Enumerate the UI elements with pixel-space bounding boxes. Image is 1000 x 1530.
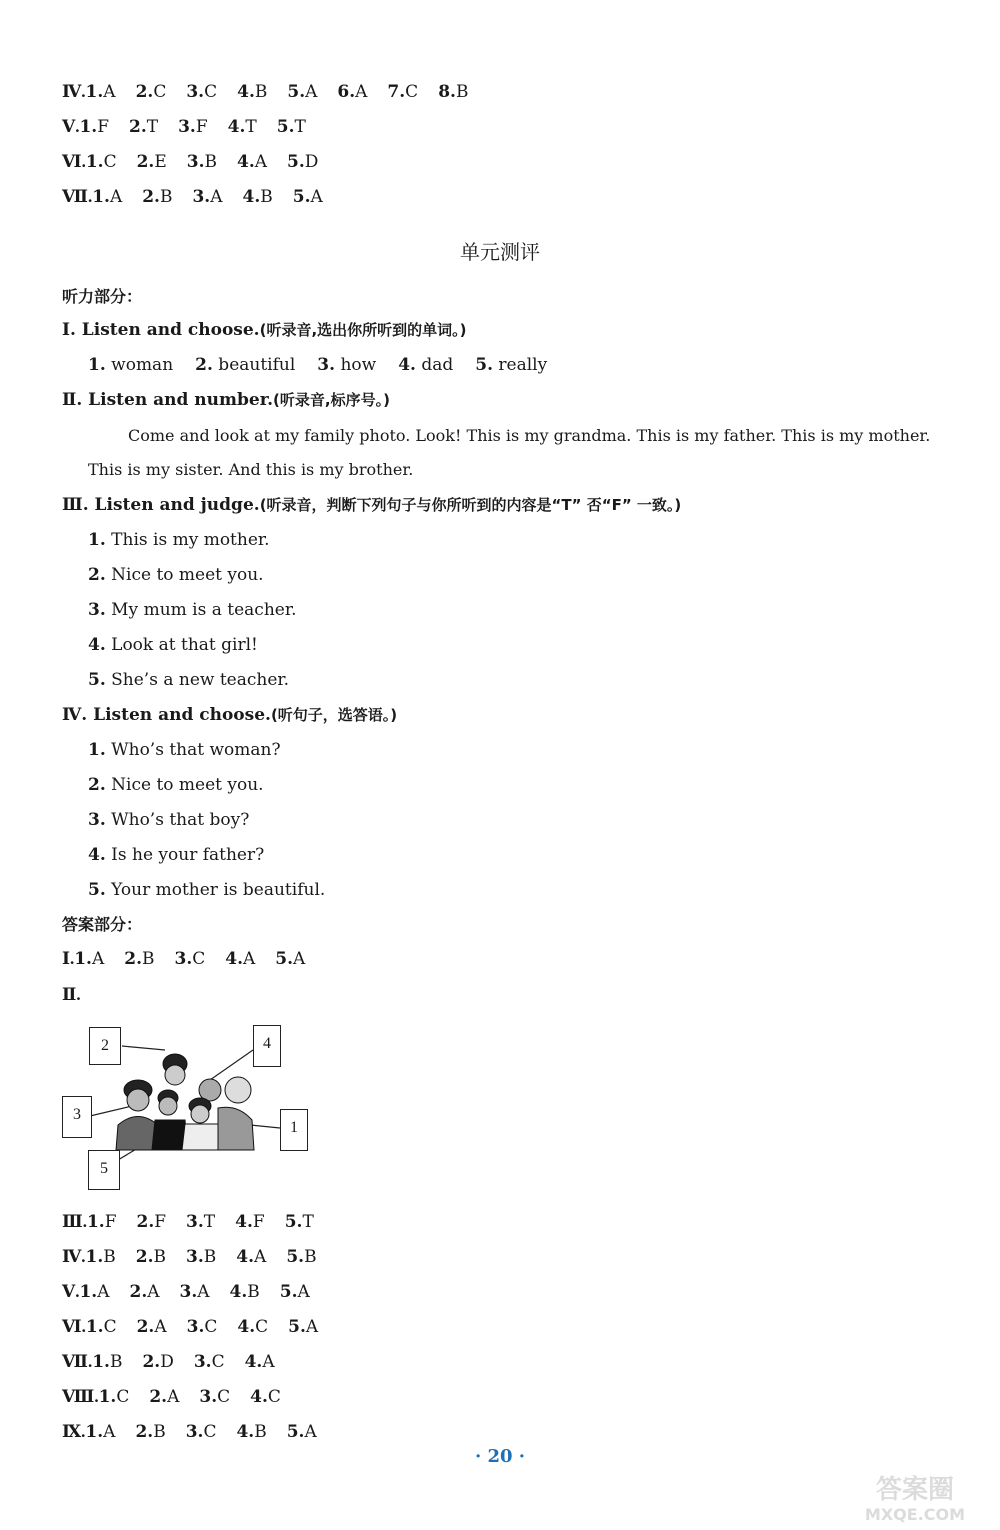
- answer-num: 1.: [98, 1387, 117, 1407]
- sentence-text: Is he your father?: [105, 845, 265, 865]
- word-text: woman: [105, 355, 174, 375]
- answer-num: 4.: [250, 1387, 268, 1407]
- top-answer-row-4: [62, 186, 343, 208]
- answers-2-row: Ⅱ.: [62, 985, 81, 1004]
- answer-num: 5.: [287, 82, 306, 102]
- bottom-answer-row-4-item-4: [237, 1316, 268, 1338]
- word-num: 3.: [317, 355, 336, 375]
- answer-choice: C: [103, 1317, 117, 1337]
- answer-num: 5.: [287, 152, 305, 172]
- bottom-answer-row-2-item-5: [286, 1246, 316, 1268]
- answer-num: 4.: [237, 82, 255, 102]
- q1-word-4: [398, 355, 453, 375]
- answer-choice: B: [204, 152, 217, 172]
- answer-num: 3.: [174, 949, 193, 969]
- answer-num: 6.: [337, 82, 356, 102]
- answer-num: 5.: [279, 1282, 298, 1302]
- answer-choice: C: [153, 82, 167, 102]
- top-answer-row-4-roman: Ⅶ: [62, 187, 88, 206]
- top-answer-row-1-item-3: [186, 81, 217, 103]
- top-answer-row-1-roman: Ⅳ: [62, 82, 82, 101]
- answer-num: 3.: [199, 1387, 218, 1407]
- answer-choice: B: [304, 1247, 317, 1267]
- answer-num: 4.: [229, 1282, 248, 1302]
- figure-box-5: 5: [88, 1150, 120, 1190]
- bottom-answer-row-7-dot: .: [81, 1422, 86, 1441]
- q4-roman: Ⅳ: [62, 705, 82, 724]
- top-answer-row-2-roman: Ⅴ: [62, 117, 76, 136]
- answer-choice: A: [293, 949, 306, 969]
- top-answer-row-2-item-2: [129, 116, 158, 138]
- top-answer-row-2-item-4: [228, 116, 257, 138]
- bottom-answer-row-2-item-2: [136, 1246, 166, 1268]
- bottom-answer-row-3-item-2: [129, 1281, 159, 1303]
- answers-1-roman: Ⅰ: [62, 949, 70, 968]
- answer-choice: B: [254, 82, 268, 102]
- bottom-answer-row-6-roman: Ⅷ: [62, 1387, 95, 1406]
- bottom-answer-row-2-item-4: [236, 1246, 266, 1268]
- figure-box-1: 1: [280, 1109, 308, 1151]
- answer-num: 1.: [85, 152, 104, 172]
- bottom-answer-row-3-item-5: [280, 1281, 310, 1303]
- q4-sentence-4: [88, 844, 264, 866]
- top-answer-row-2: [62, 116, 326, 138]
- sentence-num: 5.: [88, 880, 106, 900]
- bottom-answer-row-4-roman: Ⅵ: [62, 1317, 82, 1336]
- bottom-answer-row-7-item-1: [85, 1421, 115, 1443]
- answer-num: 1.: [85, 1422, 104, 1442]
- bottom-answer-row-1-item-1: [87, 1211, 117, 1233]
- sentence-num: 4.: [88, 635, 106, 655]
- answer-choice: A: [197, 1282, 210, 1302]
- top-answer-row-4-item-3: [192, 186, 222, 208]
- q3-header: Ⅲ. Listen and judge.(听录音，判断下列句子与你所听到的内容是“T” 否“F” 一致。): [62, 495, 682, 515]
- answer-num: 4.: [244, 1352, 263, 1372]
- answer-choice: F: [154, 1212, 167, 1232]
- bottom-answer-row-5-item-1: [92, 1351, 122, 1373]
- bottom-answer-row-4: [62, 1316, 338, 1338]
- answer-num: 2.: [142, 187, 160, 207]
- q2-roman: Ⅱ: [62, 390, 77, 409]
- top-answer-row-4-item-1: [92, 186, 122, 208]
- top-answer-row-3-item-4: [237, 151, 267, 173]
- bottom-answer-row-3-dot: .: [75, 1282, 80, 1301]
- svg-text:答案圈: 答案圈: [875, 1475, 955, 1505]
- q4-sentence-1: [88, 739, 281, 761]
- q2-header: Ⅱ. Listen and number.(听录音,标序号。): [62, 390, 390, 410]
- bottom-answer-row-7-item-5: [287, 1421, 317, 1443]
- answer-choice: A: [305, 82, 318, 102]
- sentence-text: Who’s that boy?: [105, 810, 250, 830]
- q1-roman: Ⅰ: [62, 320, 70, 339]
- answer-choice: B: [153, 1422, 166, 1442]
- answer-choice: F: [97, 117, 109, 137]
- answer-choice: B: [153, 1247, 167, 1267]
- q1-word-3: [317, 355, 376, 375]
- answer-num: 4.: [236, 1247, 255, 1267]
- q4-title: Listen and choose.: [93, 705, 271, 725]
- answer-num: 5.: [286, 1422, 305, 1442]
- bottom-answer-row-4-dot: .: [81, 1317, 86, 1336]
- q3-cn: (听录音，判断下列句子与你所听到的内容是“T” 否“F” 一致。): [259, 496, 682, 514]
- answer-choice: A: [310, 187, 323, 207]
- answer-num: 3.: [185, 1422, 204, 1442]
- answers-1-item-5: [275, 948, 305, 970]
- q1-words: [88, 354, 569, 376]
- q3-sentence-3: [88, 599, 297, 621]
- bottom-answer-row-3-roman: Ⅴ: [62, 1282, 76, 1301]
- bottom-answer-row-7: [62, 1421, 337, 1443]
- page-number: · 20 ·: [474, 1446, 526, 1467]
- q3-sentence-5: [88, 669, 289, 691]
- answer-num: 2.: [135, 1422, 154, 1442]
- answer-num: 5.: [284, 1212, 303, 1232]
- answer-choice: B: [247, 1282, 260, 1302]
- sentence-text: My mum is a teacher.: [105, 600, 297, 620]
- answer-num: 3.: [186, 152, 205, 172]
- answer-choice: B: [203, 1247, 217, 1267]
- q1-word-1: [88, 355, 173, 375]
- family-photo-figure: [60, 1020, 320, 1195]
- top-answer-row-1-item-5: [287, 81, 317, 103]
- word-num: 4.: [398, 355, 416, 375]
- answer-choice: C: [192, 949, 206, 969]
- answer-choice: A: [167, 1387, 180, 1407]
- bottom-answer-row-1: [62, 1211, 334, 1233]
- top-answer-row-3-item-3: [187, 151, 217, 173]
- answer-choice: A: [254, 1247, 267, 1267]
- answer-num: 4.: [237, 152, 255, 172]
- answer-num: 2.: [124, 949, 142, 969]
- bottom-answer-row-3: [62, 1281, 330, 1303]
- top-answer-row-3: [62, 151, 338, 173]
- q1-title: Listen and choose.: [81, 320, 260, 340]
- bottom-answer-row-4-item-1: [86, 1316, 117, 1338]
- top-answer-row-1-item-8: [438, 81, 468, 103]
- answer-choice: C: [103, 152, 117, 172]
- bottom-answer-row-7-roman: Ⅸ: [62, 1422, 82, 1441]
- sentence-num: 5.: [88, 670, 106, 690]
- top-answer-row-1-item-2: [136, 81, 167, 103]
- sentence-text: Nice to meet you.: [105, 775, 264, 795]
- answer-num: 3.: [193, 1352, 212, 1372]
- answer-num: 2.: [136, 1317, 155, 1337]
- answer-choice: B: [103, 1247, 116, 1267]
- answer-num: 5.: [276, 117, 295, 137]
- q2-text-line2: This is my sister. And this is my brother.: [88, 460, 414, 479]
- bottom-answer-row-2-dot: .: [81, 1247, 86, 1266]
- sentence-num: 1.: [88, 530, 106, 550]
- answers-1-item-3: [174, 948, 205, 970]
- q2-cn: (听录音,标序号。): [273, 391, 390, 409]
- q4-sentence-3: [88, 809, 249, 831]
- sentence-num: 3.: [88, 600, 106, 620]
- top-answer-row-4-item-2: [142, 186, 172, 208]
- q3-sentence-1: [88, 529, 270, 551]
- sentence-text: Who’s that woman?: [105, 740, 281, 760]
- answer-choice: T: [294, 117, 306, 137]
- answer-choice: T: [146, 117, 159, 137]
- top-answer-row-4-item-4: [243, 186, 273, 208]
- answer-choice: A: [97, 1282, 110, 1302]
- answer-num: 3.: [186, 1247, 204, 1267]
- answer-choice: A: [147, 1282, 160, 1302]
- answer-num: 3.: [186, 1212, 204, 1232]
- listening-label: 听力部分：: [62, 287, 143, 306]
- answer-num: 1.: [79, 117, 98, 137]
- answers-1-item-4: [225, 948, 255, 970]
- bottom-answer-row-1-dot: .: [82, 1212, 87, 1231]
- word-text: dad: [415, 355, 454, 375]
- bottom-answer-row-4-item-3: [187, 1316, 218, 1338]
- sentence-num: 2.: [88, 565, 106, 585]
- bottom-answer-row-3-item-3: [180, 1281, 210, 1303]
- bottom-answer-row-5-item-2: [142, 1351, 173, 1373]
- answer-num: 3.: [192, 187, 211, 207]
- top-answer-row-3-item-1: [86, 151, 117, 173]
- word-num: 2.: [195, 355, 213, 375]
- bottom-answer-row-5: [62, 1351, 295, 1373]
- section-title: 单元测评: [460, 240, 540, 264]
- top-answer-row-2-item-5: [277, 116, 306, 138]
- bottom-answer-row-7-item-3: [186, 1421, 217, 1443]
- answer-choice: A: [304, 1422, 317, 1442]
- bottom-answer-row-6: [62, 1386, 301, 1408]
- answer-label: 答案部分：: [62, 915, 143, 934]
- answer-choice: F: [104, 1212, 117, 1232]
- answers-1-item-2: [124, 948, 154, 970]
- answer-choice: D: [160, 1352, 174, 1372]
- word-num: 5.: [475, 355, 493, 375]
- q3-sentence-4: [88, 634, 258, 656]
- answer-choice: C: [405, 82, 419, 102]
- bottom-answer-row-1-item-5: [285, 1211, 314, 1233]
- bottom-answer-row-2-roman: Ⅳ: [62, 1247, 82, 1266]
- bottom-answer-row-2-item-3: [186, 1246, 216, 1268]
- q1-cn: (听录音,选出你所听到的单词。): [259, 321, 467, 339]
- answer-choice: A: [254, 152, 268, 172]
- word-text: beautiful: [212, 355, 296, 375]
- answer-num: 3.: [179, 1282, 198, 1302]
- top-answer-row-1: [62, 81, 488, 103]
- answer-num: 2.: [129, 117, 147, 137]
- bottom-answer-row-1-item-3: [186, 1211, 215, 1233]
- q3-sentence-2: [88, 564, 264, 586]
- answer-num: 5.: [275, 949, 294, 969]
- bottom-answer-row-1-roman: Ⅲ: [62, 1212, 83, 1231]
- bottom-answer-row-6-item-2: [149, 1386, 179, 1408]
- q1-header: Ⅰ. Listen and choose.(听录音,选出你所听到的单词。): [62, 320, 467, 340]
- answer-choice: B: [455, 82, 469, 102]
- answer-num: 4.: [225, 949, 243, 969]
- answer-choice: A: [103, 82, 116, 102]
- bottom-answer-row-3-item-1: [79, 1281, 109, 1303]
- bottom-answer-row-4-item-2: [137, 1316, 167, 1338]
- answer-choice: A: [210, 187, 223, 207]
- answer-choice: C: [116, 1387, 130, 1407]
- answer-num: 1.: [79, 1282, 98, 1302]
- answer-num: 4.: [242, 187, 261, 207]
- sentence-text: Your mother is beautiful.: [105, 880, 326, 900]
- bottom-answer-row-3-item-4: [230, 1281, 260, 1303]
- answer-num: 1.: [85, 1247, 104, 1267]
- answer-num: 2.: [129, 1282, 148, 1302]
- answer-num: 2.: [142, 1352, 161, 1372]
- bottom-answer-row-6-item-3: [199, 1386, 230, 1408]
- top-answer-row-4-item-5: [293, 186, 323, 208]
- answer-choice: A: [305, 1317, 319, 1337]
- answer-choice: D: [304, 152, 319, 172]
- q4-header: Ⅳ. Listen and choose.(听句子，选答语。): [62, 705, 398, 725]
- answer-choice: A: [243, 949, 256, 969]
- answer-num: 1.: [86, 1212, 105, 1232]
- top-answer-row-3-dot: .: [81, 152, 86, 171]
- answer-num: 4.: [236, 1422, 255, 1442]
- answers-1-row: [62, 948, 325, 970]
- answer-num: 4.: [237, 1317, 256, 1337]
- answer-num: 4.: [235, 1212, 253, 1232]
- answer-num: 4.: [227, 117, 246, 137]
- q2-text-line1: Come and look at my family photo. Look! This is my grandma. This is my father. This is my mother.: [128, 426, 931, 445]
- bottom-answer-row-6-dot: .: [94, 1387, 99, 1406]
- answer-choice: E: [154, 152, 167, 172]
- figure-box-4: 4: [253, 1025, 281, 1067]
- sentence-text: Nice to meet you.: [105, 565, 264, 585]
- bottom-answer-row-4-item-5: [288, 1316, 318, 1338]
- answer-num: 1.: [85, 82, 104, 102]
- answer-num: 2.: [135, 1247, 154, 1267]
- watermark-logo: [840, 1468, 990, 1526]
- figure-box-2: 2: [89, 1027, 121, 1065]
- answer-num: 5.: [288, 1317, 306, 1337]
- bottom-answer-row-5-item-4: [245, 1351, 275, 1373]
- sentence-num: 3.: [88, 810, 106, 830]
- top-answer-row-2-item-3: [178, 116, 208, 138]
- answer-num: 1.: [85, 1317, 104, 1337]
- answer-choice: B: [109, 1352, 123, 1372]
- answer-num: 3.: [186, 82, 205, 102]
- answer-choice: A: [103, 1422, 116, 1442]
- bottom-answer-row-2-item-1: [86, 1246, 116, 1268]
- top-answer-row-1-dot: .: [81, 82, 86, 101]
- top-answer-row-3-item-2: [137, 151, 167, 173]
- answer-choice: T: [245, 117, 257, 137]
- sentence-num: 1.: [88, 740, 106, 760]
- answer-num: 5.: [292, 187, 311, 207]
- q3-title: Listen and judge.: [94, 495, 260, 515]
- answers-1-item-1: [74, 948, 104, 970]
- answer-num: 3.: [186, 1317, 205, 1337]
- q1-word-2: [195, 355, 295, 375]
- answer-num: 2.: [149, 1387, 168, 1407]
- answer-choice: A: [154, 1317, 167, 1337]
- svg-text:MXQE.COM: MXQE.COM: [864, 1505, 966, 1524]
- q3-roman: Ⅲ: [62, 495, 83, 514]
- top-answer-row-4-dot: .: [87, 187, 93, 206]
- answer-num: 2.: [135, 82, 154, 102]
- answer-choice: C: [204, 82, 218, 102]
- answer-choice: C: [203, 1422, 217, 1442]
- answer-choice: C: [211, 1352, 225, 1372]
- answer-num: 1.: [74, 949, 92, 969]
- top-answer-row-2-item-1: [79, 116, 109, 138]
- q4-cn: (听句子，选答语。): [270, 706, 398, 724]
- answer-choice: T: [203, 1212, 216, 1232]
- q2-title: Listen and number.: [88, 390, 274, 410]
- bottom-answer-row-1-item-4: [235, 1211, 265, 1233]
- bottom-answer-row-7-item-4: [236, 1421, 266, 1443]
- answer-num: 7.: [387, 82, 406, 102]
- top-answer-row-3-roman: Ⅵ: [62, 152, 82, 171]
- answer-choice: C: [255, 1317, 269, 1337]
- top-answer-row-1-item-4: [237, 81, 267, 103]
- top-answer-row-3-item-5: [287, 151, 318, 173]
- answer-choice: T: [302, 1212, 314, 1232]
- bottom-answer-row-6-item-4: [250, 1386, 281, 1408]
- word-text: how: [335, 355, 377, 375]
- sentence-num: 4.: [88, 845, 106, 865]
- answer-choice: C: [267, 1387, 281, 1407]
- answers-1-dot: .: [69, 949, 75, 968]
- answer-num: 3.: [178, 117, 196, 137]
- answer-choice: C: [204, 1317, 218, 1337]
- sentence-text: This is my mother.: [105, 530, 270, 550]
- answer-num: 1.: [92, 187, 110, 207]
- answers-2-roman: Ⅱ: [62, 985, 77, 1004]
- answer-num: 5.: [286, 1247, 305, 1267]
- answer-choice: B: [141, 949, 155, 969]
- answer-choice: F: [195, 117, 208, 137]
- bottom-answer-row-5-dot: .: [87, 1352, 93, 1371]
- answer-choice: B: [159, 187, 173, 207]
- answer-choice: B: [254, 1422, 267, 1442]
- bottom-answer-row-7-item-2: [135, 1421, 165, 1443]
- bottom-answer-row-2: [62, 1246, 337, 1268]
- bottom-answer-row-5-item-3: [194, 1351, 225, 1373]
- sentence-text: She’s a new teacher.: [105, 670, 290, 690]
- top-answer-row-1-item-6: [337, 81, 367, 103]
- bottom-answer-row-6-item-1: [99, 1386, 130, 1408]
- word-num: 1.: [88, 355, 106, 375]
- top-answer-row-1-item-1: [86, 81, 116, 103]
- q4-sentence-5: [88, 879, 325, 901]
- answer-choice: A: [355, 82, 368, 102]
- answer-num: 8.: [438, 82, 456, 102]
- word-text: really: [493, 355, 548, 375]
- answer-num: 2.: [136, 1212, 155, 1232]
- sentence-num: 2.: [88, 775, 106, 795]
- answer-choice: A: [262, 1352, 275, 1372]
- sentence-text: Look at that girl!: [105, 635, 258, 655]
- answer-choice: A: [109, 187, 123, 207]
- top-answer-row-2-dot: .: [75, 117, 80, 136]
- answer-num: 1.: [92, 1352, 110, 1372]
- answer-choice: B: [260, 187, 273, 207]
- q4-sentence-2: [88, 774, 264, 796]
- q1-word-5: [475, 355, 547, 375]
- answer-choice: C: [217, 1387, 231, 1407]
- figure-box-3: 3: [62, 1096, 92, 1138]
- answer-choice: A: [297, 1282, 310, 1302]
- answer-choice: A: [91, 949, 105, 969]
- bottom-answer-row-5-roman: Ⅶ: [62, 1352, 88, 1371]
- answer-choice: F: [252, 1212, 265, 1232]
- top-answer-row-1-item-7: [387, 81, 418, 103]
- answer-num: 2.: [136, 152, 155, 172]
- bottom-answer-row-1-item-2: [137, 1211, 167, 1233]
